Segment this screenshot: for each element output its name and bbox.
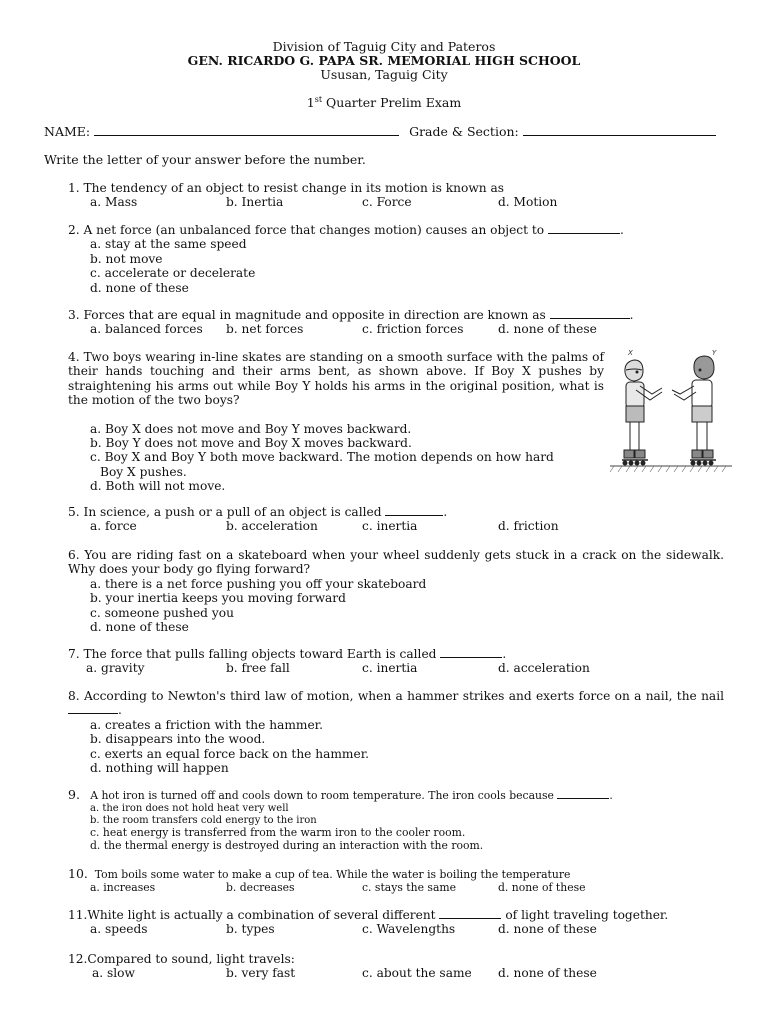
question-number: 9. bbox=[68, 787, 80, 802]
question-stem: 3. Forces that are equal in magnitude and opposite in direction are known as . bbox=[68, 308, 634, 322]
question-6 bbox=[68, 548, 724, 634]
options-row bbox=[68, 966, 724, 980]
option-c[interactable]: c. inertia bbox=[362, 519, 418, 534]
option-d[interactable]: d. none of these bbox=[498, 922, 597, 937]
option-a[interactable]: a. Boy X does not move and Boy Y moves backward. bbox=[90, 421, 412, 436]
option-d[interactable]: d. acceleration bbox=[498, 661, 590, 676]
exam-title-text: Quarter Prelim Exam bbox=[326, 95, 462, 110]
question-10 bbox=[68, 868, 724, 895]
option-a[interactable]: a. there is a net force pushing you off your skateboard bbox=[90, 576, 427, 591]
option-a[interactable]: a. increases bbox=[90, 880, 156, 894]
option-d[interactable]: d. none of these bbox=[90, 620, 189, 635]
option-b[interactable]: b. very fast bbox=[226, 966, 296, 981]
instructions: Write the letter of your answer before the number. bbox=[44, 152, 366, 167]
option-b[interactable]: b. types bbox=[226, 922, 275, 937]
options-row bbox=[68, 195, 724, 209]
option-d[interactable]: d. none of these bbox=[498, 966, 597, 981]
question-stem-text: 2. A net force (an unbalanced force that changes motion) causes an object to bbox=[68, 223, 545, 237]
answer-blank bbox=[440, 647, 502, 658]
exam-title bbox=[0, 96, 768, 110]
question-stem: 9. A hot iron is turned off and cools down to room temperature. The iron cools because . bbox=[68, 787, 613, 802]
question-11 bbox=[68, 908, 724, 937]
option-d[interactable]: d. none of these bbox=[498, 880, 586, 894]
school-name: GEN. RICARDO G. PAPA SR. MEMORIAL HIGH SCHOOL bbox=[187, 53, 581, 68]
option-c[interactable]: c. inertia bbox=[362, 661, 418, 676]
question-stem-text: Tom boils some water to make a cup of tea. While the water is boiling the temperature bbox=[94, 868, 571, 881]
option-c[interactable]: c. friction forces bbox=[362, 322, 464, 337]
question-stem: 8. According to Newton's third law of motion, when a hammer strikes and exerts force on a nail, the nail . bbox=[68, 689, 724, 718]
question-stem-text: 5. In science, a push or a pull of an object is called bbox=[68, 505, 382, 519]
options-row bbox=[68, 519, 724, 533]
student-info-line bbox=[44, 124, 724, 139]
option-b[interactable]: b. your inertia keeps you moving forward bbox=[90, 591, 346, 606]
option-b[interactable]: b. disappears into the wood. bbox=[90, 732, 266, 747]
option-d[interactable]: d. none of these bbox=[498, 322, 597, 337]
option-a[interactable]: a. Mass bbox=[90, 195, 138, 210]
option-a[interactable]: a. stay at the same speed bbox=[90, 237, 247, 252]
option-b[interactable]: b. not move bbox=[90, 251, 163, 266]
two-boys-skates-figure bbox=[606, 346, 736, 474]
option-d[interactable]: d. nothing will happen bbox=[90, 761, 229, 776]
option-d[interactable]: d. friction bbox=[498, 519, 559, 534]
school-location: Ususan, Taguig City bbox=[320, 67, 448, 82]
exam-ordinal-suffix: st bbox=[314, 95, 323, 104]
option-c[interactable]: c. about the same bbox=[362, 966, 472, 981]
boy-x bbox=[622, 360, 662, 465]
answer-blank bbox=[550, 308, 630, 319]
skaters-illustration bbox=[606, 346, 736, 474]
name-label: NAME: bbox=[44, 124, 91, 139]
option-c-continued: Boy X pushes. bbox=[100, 464, 187, 479]
question-4 bbox=[68, 350, 604, 494]
question-stem-text: 8. According to Newton's third law of motion, when a hammer strikes and exerts force on a nail, the nail bbox=[68, 689, 724, 703]
options-row bbox=[68, 661, 724, 675]
answer-blank bbox=[557, 789, 609, 799]
option-b[interactable]: b. decreases bbox=[226, 880, 295, 894]
option-d[interactable]: d. none of these bbox=[90, 280, 189, 295]
grade-section-field[interactable] bbox=[523, 124, 716, 136]
option-c[interactable]: c. accelerate or decelerate bbox=[90, 266, 256, 281]
label-y: Y bbox=[712, 349, 717, 357]
answer-blank bbox=[439, 908, 501, 919]
question-12 bbox=[68, 952, 724, 981]
option-c[interactable]: c. someone pushed you bbox=[90, 605, 234, 620]
question-stem: 4. Two boys wearing in-line skates are standing on a smooth surface with the palms of their hands touching and their arms bent, as shown above. If Boy X pushes by straightening his arms out while Boy Y holds his arms in the original position, what is the motion of the two boys? bbox=[68, 350, 604, 408]
question-stem: 1. The tendency of an object to resist change in its motion is known as bbox=[68, 181, 504, 195]
options-row bbox=[68, 922, 724, 936]
option-b[interactable]: b. free fall bbox=[226, 661, 290, 676]
grade-section-label: Grade & Section: bbox=[409, 124, 519, 139]
option-a[interactable]: a. creates a friction with the hammer. bbox=[90, 717, 324, 732]
option-a[interactable]: a. speeds bbox=[90, 922, 148, 937]
question-stem: 6. You are riding fast on a skateboard when your wheel suddenly gets stuck in a crack on the sidewalk. Why does your body go flying forward? bbox=[68, 548, 724, 577]
option-c[interactable]: c. Wavelengths bbox=[362, 922, 456, 937]
question-stem: 2. A net force (an unbalanced force that changes motion) causes an object to . bbox=[68, 223, 624, 237]
name-field[interactable] bbox=[94, 124, 399, 136]
option-d[interactable]: d. the thermal energy is destroyed during an interaction with the room. bbox=[90, 838, 484, 852]
option-b[interactable]: b. acceleration bbox=[226, 519, 318, 534]
question-5 bbox=[68, 505, 724, 534]
question-stem: 7. The force that pulls falling objects toward Earth is called . bbox=[68, 647, 507, 661]
question-9 bbox=[68, 789, 724, 852]
options-row bbox=[68, 882, 724, 895]
question-stem bbox=[68, 908, 724, 922]
question-1 bbox=[68, 181, 724, 210]
question-stem-text: A hot iron is turned off and cools down to room temperature. The iron cools because bbox=[90, 789, 554, 802]
option-c[interactable]: c. Force bbox=[362, 195, 412, 210]
option-c[interactable]: c. exerts an equal force back on the hammer. bbox=[90, 746, 370, 761]
answer-blank bbox=[548, 223, 620, 234]
option-b[interactable]: b. the room transfers cold energy to the iron bbox=[90, 815, 317, 826]
question-stem-text: 11.White light is actually a combination of several different bbox=[68, 908, 436, 922]
answer-blank bbox=[68, 703, 118, 714]
option-c[interactable]: c. stays the same bbox=[362, 880, 457, 894]
option-d[interactable]: d. Both will not move. bbox=[90, 479, 226, 494]
option-b[interactable]: b. Inertia bbox=[226, 195, 284, 210]
question-7 bbox=[68, 647, 724, 676]
option-b[interactable]: b. net forces bbox=[226, 322, 304, 337]
option-c[interactable]: c. heat energy is transferred from the warm iron to the cooler room. bbox=[90, 826, 466, 840]
question-stem-text: 3. Forces that are equal in magnitude and opposite in direction are known as bbox=[68, 308, 546, 322]
option-a[interactable]: a. slow bbox=[92, 966, 135, 981]
division-title: Division of Taguig City and Pateros bbox=[272, 39, 496, 54]
question-stem: 5. In science, a push or a pull of an object is called . bbox=[68, 505, 448, 519]
exam-ordinal: 1 bbox=[306, 95, 315, 110]
question-stem-tail: of light traveling together. bbox=[505, 908, 669, 922]
option-a[interactable]: a. force bbox=[90, 519, 137, 534]
option-b[interactable]: b. Boy Y does not move and Boy X moves backward. bbox=[90, 436, 412, 451]
question-8 bbox=[68, 689, 724, 775]
question-stem: 12.Compared to sound, light travels: bbox=[68, 952, 295, 966]
question-stem bbox=[68, 868, 724, 882]
question-2 bbox=[68, 223, 724, 295]
boy-y bbox=[672, 356, 716, 465]
question-number: 10. bbox=[68, 866, 88, 881]
options-row bbox=[68, 322, 724, 336]
option-c[interactable]: c. Boy X and Boy Y both move backward. The motion depends on how hard bbox=[90, 450, 554, 465]
option-a[interactable]: a. the iron does not hold heat very well bbox=[90, 802, 289, 814]
answer-blank bbox=[385, 505, 443, 516]
option-a[interactable]: a. balanced forces bbox=[90, 322, 203, 337]
label-x: X bbox=[628, 349, 633, 357]
option-a[interactable]: a. gravity bbox=[86, 661, 145, 676]
option-d[interactable]: d. Motion bbox=[498, 195, 558, 210]
question-3 bbox=[68, 308, 724, 337]
question-stem-text: 7. The force that pulls falling objects toward Earth is called bbox=[68, 647, 437, 661]
